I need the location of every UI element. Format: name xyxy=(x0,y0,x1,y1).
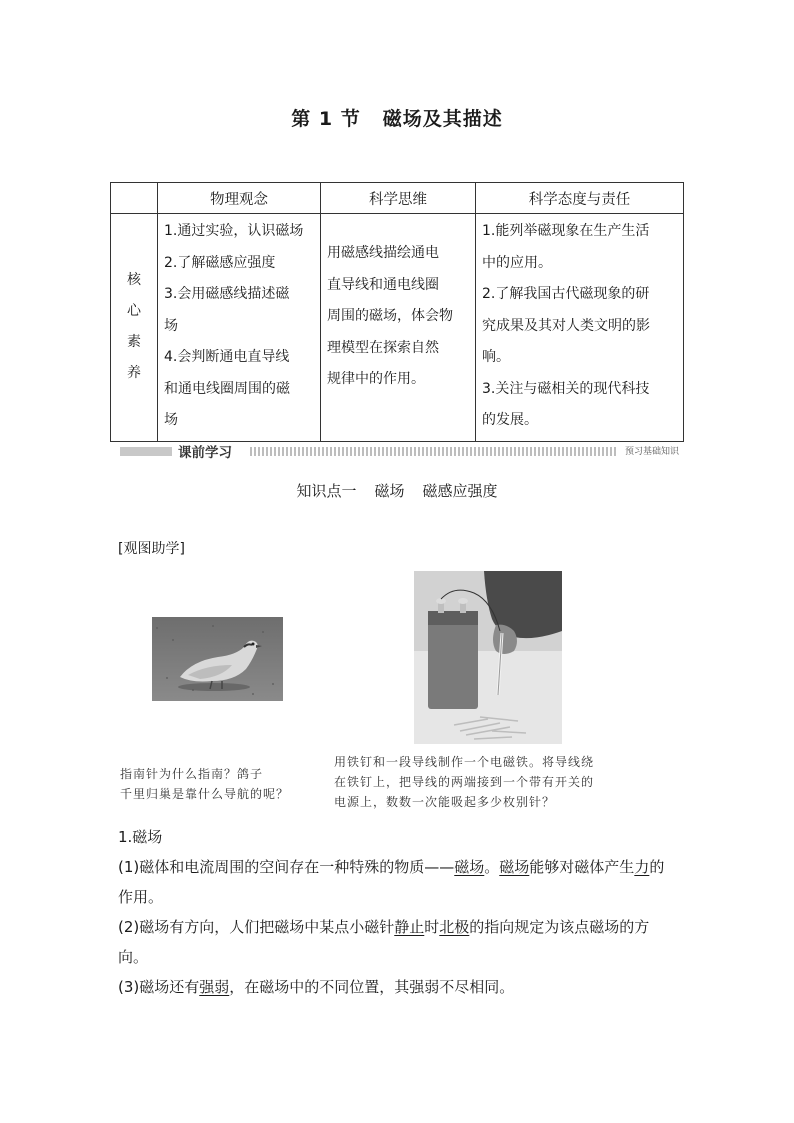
scientific-attitude-cell: 1.能列举磁现象在生产生活 中的应用。 2.了解我国古代磁现象的研 究成果及其对人类文明的影 响。 3.关注与磁相关的现代科技 的发展。 xyxy=(476,214,684,442)
paragraph-2: (2)磁场有方向，人们把磁场中某点小磁针静止时北极的指向规定为该点磁场的方向。 xyxy=(118,918,650,966)
header-scientific-attitude: 科学态度与责任 xyxy=(476,183,684,214)
scientific-thinking-cell: 用磁感线描绘通电 直导线和通电线圈 周围的磁场，体会物 理模型在探索自然 规律中的作用。 xyxy=(321,214,476,442)
physics-concept-cell: 1.通过实验，认识磁场 2.了解磁感应强度 3.会用磁感线描述磁 场 4.会判断通电直导线 和通电线圈周围的磁 场 xyxy=(158,214,321,442)
section-banner xyxy=(120,444,680,461)
electromagnet-caption: 用铁钉和一段导线制作一个电磁铁。将导线绕 在铁钉上，把导线的两端接到一个带有开关的 电源上，数数一次能吸起多少枚别针？ xyxy=(334,755,595,809)
observe-label: [观图助学] xyxy=(118,541,185,557)
header-physics-concept: 物理观念 xyxy=(158,183,321,214)
banner-stripe-left xyxy=(120,447,172,456)
core-literacy-label: 核 心 素 养 xyxy=(111,214,158,442)
banner-stripe-middle xyxy=(250,447,618,456)
banner-label-pre-class: 课前学习 xyxy=(178,445,232,461)
pigeon-photo xyxy=(152,617,283,701)
table-corner xyxy=(111,183,158,214)
electromagnet-photo xyxy=(414,571,562,744)
section-name: 磁场及其描述 xyxy=(382,108,503,130)
content-heading: 1.磁场 xyxy=(118,828,163,846)
header-scientific-thinking: 科学思维 xyxy=(321,183,476,214)
core-competency-table xyxy=(110,182,684,442)
paragraph-1: (1)磁体和电流周围的空间存在一种特殊的物质——磁场。磁场能够对磁体产生力的作用。 xyxy=(118,858,665,906)
page-title xyxy=(0,104,794,131)
section-number: 第 1 节 xyxy=(291,108,361,130)
magnetic-field-section xyxy=(118,822,678,1002)
knowledge-point-title: 知识点一 磁场 磁感应强度 xyxy=(296,482,498,500)
pigeon-caption: 指南针为什么指南？鸽子 千里归巢是靠什么导航的呢？ xyxy=(120,767,290,801)
paragraph-3: (3)磁场还有强弱，在磁场中的不同位置，其强弱不尽相同。 xyxy=(118,978,515,996)
banner-label-preview: 预习基础知识 xyxy=(625,447,680,457)
